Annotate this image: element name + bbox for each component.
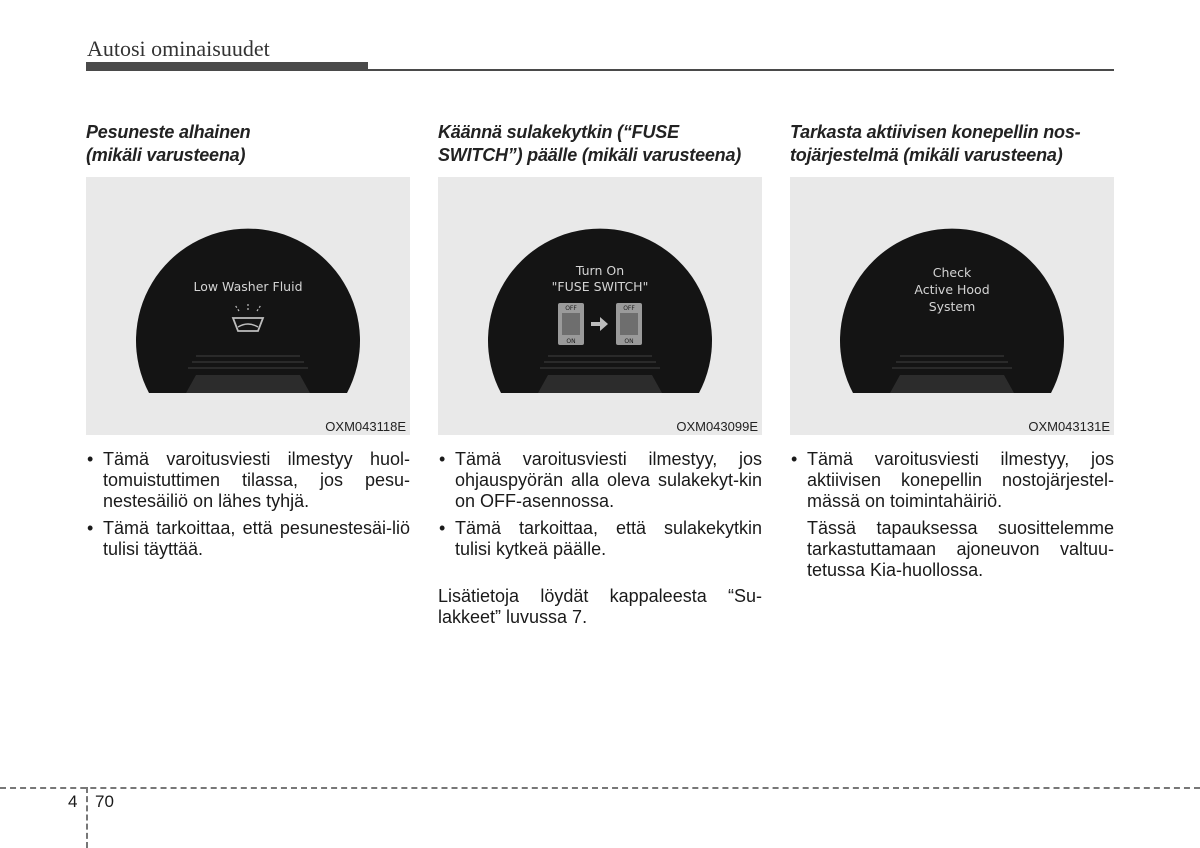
heading-washer-fluid: Pesuneste alhainen (mikäli varusteena) <box>86 122 251 165</box>
column-washer-fluid <box>86 121 410 566</box>
svg-text:OFF: OFF <box>565 305 577 312</box>
footer-rule <box>0 787 1200 789</box>
figure-active-hood <box>790 177 1114 435</box>
svg-text:ON: ON <box>624 338 634 345</box>
figure-code: OXM043131E <box>1028 419 1110 434</box>
reference-note: Lisätietoja löydät kappaleesta “Su-lakkeet” luvussa 7. <box>438 586 762 627</box>
figure-code: OXM043099E <box>676 419 758 434</box>
svg-text:OFF: OFF <box>623 305 635 312</box>
chapter-number: 4 <box>68 792 78 811</box>
bullet-list <box>438 449 762 560</box>
list-item: • Tämä varoitusviesti ilmestyy huol-tomuistuttimen tilassa, jos pesu-nestesäiliö on lähes tyhjä. <box>86 449 410 512</box>
display-message-line-3: System <box>928 299 976 314</box>
heading-fuse-switch: Käännä sulakekytkin (“FUSE SWITCH”) päälle (mikäli varusteena) <box>438 122 742 165</box>
header-rule-thin <box>86 69 1114 71</box>
footer-divider <box>86 787 88 848</box>
bullet-list <box>86 449 410 560</box>
cluster-display-hood <box>790 177 1114 435</box>
fuse-switch-off-icon <box>558 303 584 345</box>
bullet-list <box>790 449 1114 512</box>
display-message-line-2: Active Hood <box>914 282 990 297</box>
display-message-line-1: Check <box>932 265 972 280</box>
figure-washer-fluid <box>86 177 410 435</box>
cluster-display-washer <box>86 177 410 435</box>
heading-active-hood: Tarkasta aktiivisen konepellin nos- tojärjestelmä (mikäli varusteena) <box>790 122 1081 165</box>
list-item: • Tämä varoitusviesti ilmestyy, jos aktiivisen konepellin nostojärjestel-mässä on toimintahäiriö. <box>790 449 1114 512</box>
recommendation-text: Tässä tapauksessa suosittelemme tarkastuttamaan ajoneuvon valtuu-tetussa Kia-huollossa. <box>807 518 1114 580</box>
figure-code: OXM043118E <box>325 419 406 434</box>
svg-text:ON: ON <box>566 338 576 345</box>
page-number: 70 <box>95 792 114 811</box>
header-rule-thick <box>86 62 368 69</box>
column-fuse-switch <box>438 121 762 628</box>
list-item: • Tämä varoitusviesti ilmestyy, jos ohjauspyörän alla oleva sulakekyt-kin on OFF-asennossa. <box>438 449 762 512</box>
display-message-line-1: Turn On <box>575 263 625 278</box>
fuse-switch-on-icon <box>616 303 642 345</box>
list-item: • Tämä tarkoittaa, että pesunestesäi-liö tulisi täyttää. <box>86 518 410 560</box>
display-message-line-2: "FUSE SWITCH" <box>551 279 649 294</box>
figure-fuse-switch <box>438 177 762 435</box>
cluster-display-fuse <box>438 177 762 435</box>
column-active-hood <box>790 121 1114 581</box>
section-title: Autosi ominaisuudet <box>87 36 270 61</box>
list-item: • Tämä tarkoittaa, että sulakekytkin tulisi kytkeä päälle. <box>438 518 762 560</box>
display-message-text: Low Washer Fluid <box>193 279 303 294</box>
